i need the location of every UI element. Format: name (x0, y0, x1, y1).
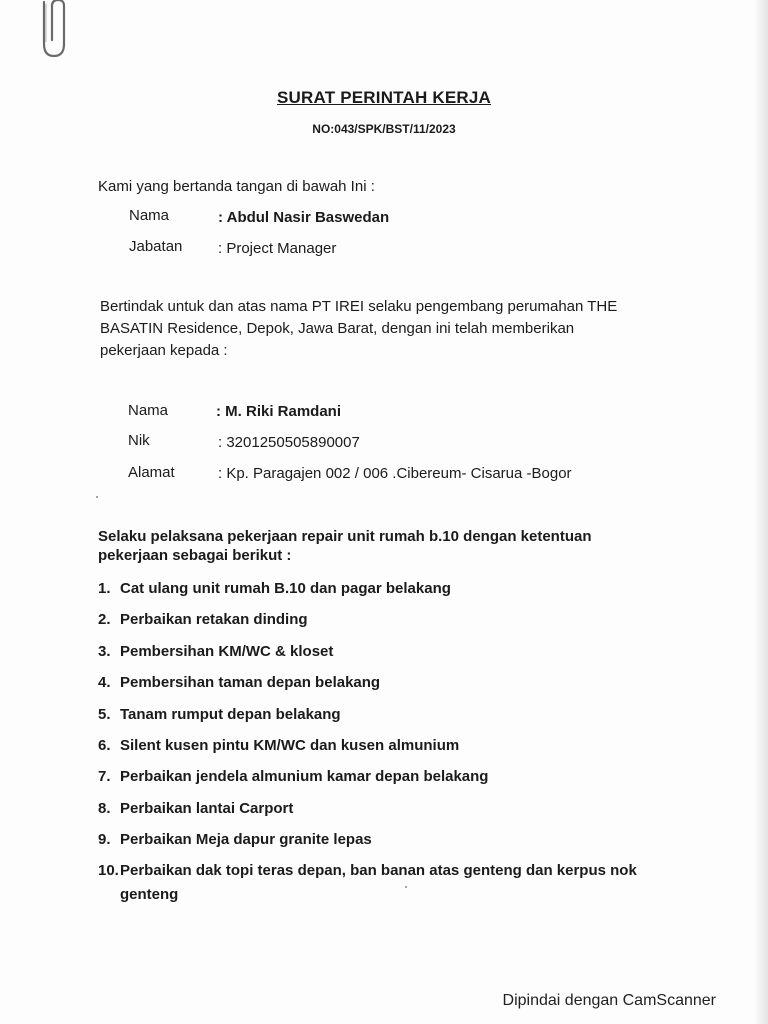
list-item-text: Perbaikan lantai Carport (120, 800, 294, 817)
recipient-nik-value: : 3201250505890007 (218, 434, 360, 451)
list-item (98, 831, 372, 848)
paragraph-line-1: Bertindak untuk dan atas nama PT IREI selaku pengembang perumahan THE (100, 298, 618, 315)
paragraph-line-3: pekerjaan kepada : (100, 342, 228, 359)
scope-line-2: pekerjaan sebagai berikut : (98, 547, 292, 564)
signer-position-value: : Project Manager (218, 240, 337, 257)
camscanner-watermark: Dipindai dengan CamScanner (502, 992, 716, 1009)
list-item-number: 5. (98, 706, 111, 723)
scan-speck (96, 496, 98, 498)
list-item (98, 800, 293, 817)
list-item-continuation: genteng (120, 886, 179, 903)
list-item-number: 2. (98, 611, 111, 628)
signer-position-label: Jabatan (129, 238, 183, 255)
scope-line-1: Selaku pelaksana pekerjaan repair unit rumah b.10 dengan ketentuan (98, 528, 592, 545)
list-item-number: 7. (98, 768, 111, 785)
scan-speck (405, 886, 407, 888)
list-item-number: 8. (98, 800, 111, 817)
list-item (98, 611, 308, 628)
list-item (98, 737, 459, 754)
list-item (98, 862, 637, 879)
list-item-number: 4. (98, 674, 111, 691)
signer-name-value: : Abdul Nasir Baswedan (218, 209, 390, 226)
list-item-text: Silent kusen pintu KM/WC dan kusen almunium (120, 737, 460, 754)
paper-clip-icon (34, 0, 84, 62)
document-title: SURAT PERINTAH KERJA (277, 88, 491, 107)
recipient-name-label: Nama (128, 402, 169, 419)
signer-name-label: Nama (129, 207, 170, 224)
list-item (98, 768, 488, 785)
list-item-number: 3. (98, 643, 111, 660)
recipient-address-value: : Kp. Paragajen 002 / 006 .Cibereum- Cisarua -Bogor (218, 465, 572, 482)
recipient-address-label: Alamat (128, 464, 175, 481)
list-item (98, 674, 380, 691)
list-item (98, 580, 451, 597)
intro-text: Kami yang bertanda tangan di bawah Ini : (98, 178, 375, 195)
list-item-text: Pembersihan KM/WC & kloset (120, 643, 334, 660)
list-item-text: Tanam rumput depan belakang (120, 706, 341, 723)
list-item-number: 6. (98, 737, 111, 754)
list-item-text: Perbaikan Meja dapur granite lepas (120, 831, 372, 848)
recipient-name-value: : M. Riki Ramdani (216, 403, 342, 420)
list-item-number: 9. (98, 831, 111, 848)
list-item (98, 643, 333, 660)
list-item-text: Pembersihan taman depan belakang (120, 674, 381, 691)
page-edge-shadow (754, 0, 768, 1024)
list-item-number: 1. (98, 580, 111, 597)
document-number: NO:043/SPK/BST/11/2023 (312, 122, 456, 136)
recipient-nik-label: Nik (128, 432, 150, 449)
list-item (98, 706, 341, 723)
list-item-text: Perbaikan dak topi teras depan, ban banan atas genteng dan kerpus nok (120, 862, 637, 879)
list-item-text: Perbaikan jendela almunium kamar depan belakang (120, 768, 489, 785)
list-item-number: 10. (98, 862, 119, 879)
list-item-text: Perbaikan retakan dinding (120, 611, 308, 628)
paragraph-line-2: BASATIN Residence, Depok, Jawa Barat, dengan ini telah memberikan (100, 320, 575, 337)
list-item-text: Cat ulang unit rumah B.10 dan pagar belakang (120, 580, 451, 597)
